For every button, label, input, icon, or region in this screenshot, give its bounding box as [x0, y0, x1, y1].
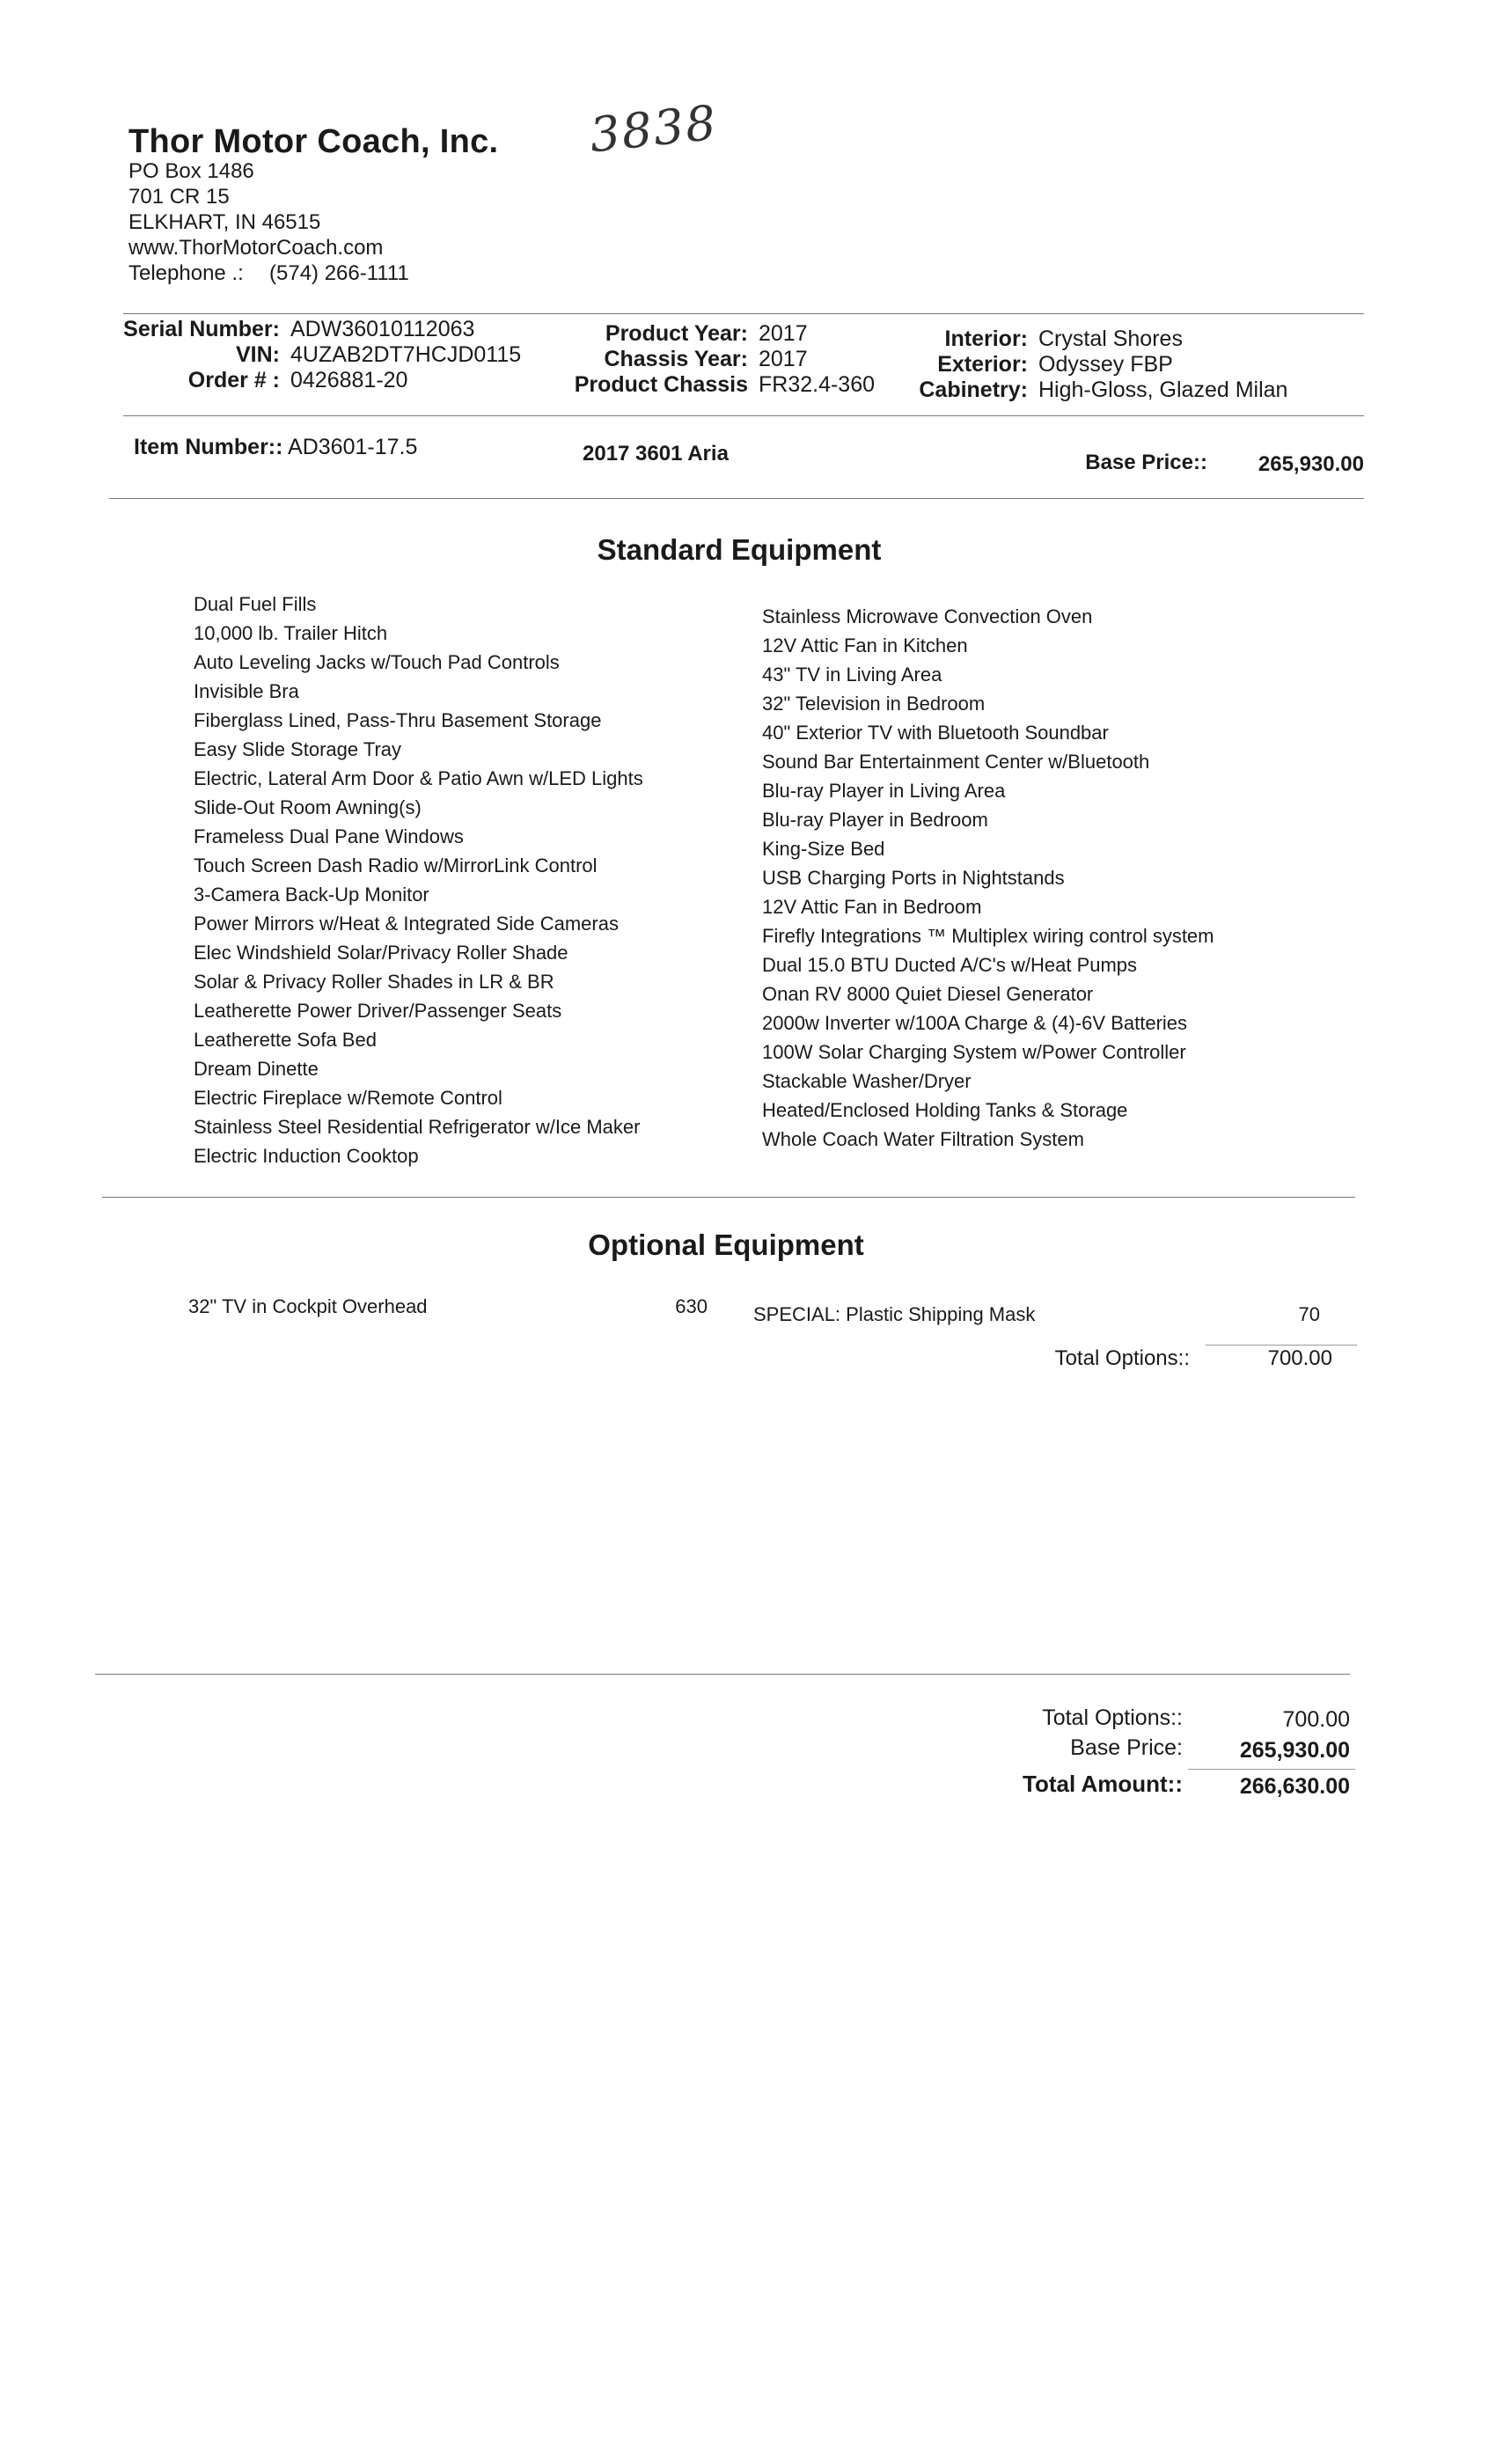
chassis-year-value: 2017 — [759, 347, 808, 371]
option-name: 32" TV in Cockpit Overhead — [188, 1295, 428, 1317]
list-item: Onan RV 8000 Quiet Diesel Generator — [762, 983, 1094, 1005]
list-item: Elec Windshield Solar/Privacy Roller Shade — [194, 942, 568, 964]
standard-equipment-left-list — [194, 590, 643, 1170]
list-item: Dual 15.0 BTU Ducted A/C's w/Heat Pumps — [762, 954, 1138, 976]
divider — [123, 313, 1364, 314]
list-item: King-Size Bed — [762, 838, 885, 860]
list-item: 43" TV in Living Area — [762, 664, 942, 686]
list-item: Power Mirrors w/Heat & Integrated Side Cameras — [194, 913, 619, 935]
list-item: Touch Screen Dash Radio w/MirrorLink Control — [194, 854, 598, 876]
company-name: Thor Motor Coach, Inc. — [128, 123, 499, 160]
address-line-2: 701 CR 15 — [128, 185, 230, 209]
standard-equipment-right-list — [762, 602, 1214, 1154]
list-item: Slide-Out Room Awning(s) — [194, 796, 422, 818]
list-item: Electric Induction Cooktop — [194, 1145, 419, 1167]
list-item: Dream Dinette — [194, 1058, 319, 1080]
summary-total-options-label: Total Options:: — [1042, 1705, 1183, 1730]
list-item: Frameless Dual Pane Windows — [194, 825, 464, 847]
summary-total-amount-label: Total Amount:: — [1023, 1771, 1183, 1797]
item-number — [134, 435, 417, 460]
list-item: Leatherette Sofa Bed — [194, 1029, 377, 1051]
list-item: Blu-ray Player in Bedroom — [762, 809, 988, 831]
serial-number-label: Serial Number: — [123, 317, 280, 341]
list-item: Firefly Integrations ™ Multiplex wiring control system — [762, 925, 1214, 947]
exterior-value: Odyssey FBP — [1038, 352, 1173, 377]
list-item: Blu-ray Player in Living Area — [762, 780, 1006, 802]
total-rule — [1206, 1345, 1357, 1346]
list-item: Electric, Lateral Arm Door & Patio Awn w/LED Lights — [194, 767, 643, 789]
divider — [123, 415, 1364, 416]
list-item: 40" Exterior TV with Bluetooth Soundbar — [762, 722, 1109, 744]
cabinetry-label: Cabinetry: — [919, 378, 1028, 402]
serial-number-value: ADW36010112063 — [290, 317, 475, 341]
list-item: Solar & Privacy Roller Shades in LR & BR — [194, 971, 554, 993]
order-number-value: 0426881-20 — [290, 368, 408, 392]
list-item: Stainless Steel Residential Refrigerator w/Ice Maker — [194, 1116, 641, 1138]
address-line-1: PO Box 1486 — [128, 159, 254, 183]
list-item: 3-Camera Back-Up Monitor — [194, 884, 429, 906]
list-item: 2000w Inverter w/100A Charge & (4)-6V Batteries — [762, 1012, 1188, 1034]
item-number-value: AD3601-17.5 — [288, 435, 418, 459]
list-item: Stainless Microwave Convection Oven — [762, 605, 1093, 627]
product-year-label: Product Year: — [605, 321, 748, 346]
product-year-value: 2017 — [759, 321, 808, 346]
list-item: 100W Solar Charging System w/Power Controller — [762, 1041, 1186, 1063]
list-item: 10,000 lb. Trailer Hitch — [194, 622, 388, 644]
divider — [109, 498, 1364, 499]
summary-total-options-value: 700.00 — [1282, 1707, 1350, 1732]
interior-label: Interior: — [944, 326, 1028, 351]
vin-value: 4UZAB2DT7HCJD0115 — [290, 342, 522, 367]
list-item: Dual Fuel Fills — [194, 593, 317, 615]
order-number-label: Order # : — [187, 368, 280, 392]
base-price-label: Base Price:: — [1085, 451, 1207, 474]
summary-base-price-value: 265,930.00 — [1239, 1738, 1350, 1763]
divider — [102, 1197, 1355, 1198]
list-item: Whole Coach Water Filtration System — [762, 1128, 1084, 1150]
interior-value: Crystal Shores — [1038, 326, 1183, 351]
option-price: 70 — [1298, 1303, 1320, 1325]
vin-label: VIN: — [236, 342, 280, 367]
item-number-label: Item Number:: — [134, 435, 283, 459]
standard-equipment-title: Standard Equipment — [597, 533, 882, 566]
telephone-label: Telephone .: — [128, 261, 244, 285]
address-line-3: ELKHART, IN 46515 — [128, 210, 321, 234]
website: www.ThorMotorCoach.com — [128, 236, 384, 260]
summary-base-price-label: Base Price: — [1070, 1735, 1183, 1760]
list-item: Electric Fireplace w/Remote Control — [194, 1087, 502, 1109]
chassis-year-label: Chassis Year: — [604, 347, 748, 371]
divider — [95, 1674, 1350, 1675]
options-total-value: 700.00 — [1267, 1346, 1332, 1370]
product-chassis-label: Product Chassis — [574, 372, 748, 397]
list-item: 32" Television in Bedroom — [762, 693, 986, 715]
list-item: 12V Attic Fan in Bedroom — [762, 896, 982, 918]
handwritten-note: 3838 — [587, 94, 721, 164]
list-item: Leatherette Power Driver/Passenger Seats — [194, 1000, 562, 1022]
list-item: Invisible Bra — [194, 680, 299, 702]
list-item: Easy Slide Storage Tray — [194, 738, 402, 760]
list-item: USB Charging Ports in Nightstands — [762, 867, 1065, 889]
option-price: 630 — [675, 1295, 708, 1317]
list-item: Auto Leveling Jacks w/Touch Pad Controls — [194, 651, 560, 673]
list-item: Fiberglass Lined, Pass-Thru Basement Storage — [194, 709, 602, 731]
option-name: SPECIAL: Plastic Shipping Mask — [753, 1303, 1036, 1325]
total-rule — [1188, 1769, 1355, 1770]
cabinetry-value: High-Gloss, Glazed Milan — [1038, 378, 1288, 402]
list-item: Stackable Washer/Dryer — [762, 1070, 972, 1092]
optional-equipment-title: Optional Equipment — [588, 1228, 864, 1261]
base-price-value: 265,930.00 — [1258, 452, 1364, 476]
model-name: 2017 3601 Aria — [583, 442, 729, 466]
telephone-value: (574) 266-1111 — [269, 261, 409, 285]
list-item: 12V Attic Fan in Kitchen — [762, 634, 968, 656]
options-total-label: Total Options:: — [1054, 1346, 1190, 1370]
exterior-label: Exterior: — [937, 352, 1028, 377]
list-item: Sound Bar Entertainment Center w/Bluetooth — [762, 751, 1150, 773]
summary-total-amount-value: 266,630.00 — [1239, 1774, 1350, 1799]
product-chassis-value: FR32.4-360 — [759, 372, 876, 397]
list-item: Heated/Enclosed Holding Tanks & Storage — [762, 1099, 1128, 1121]
